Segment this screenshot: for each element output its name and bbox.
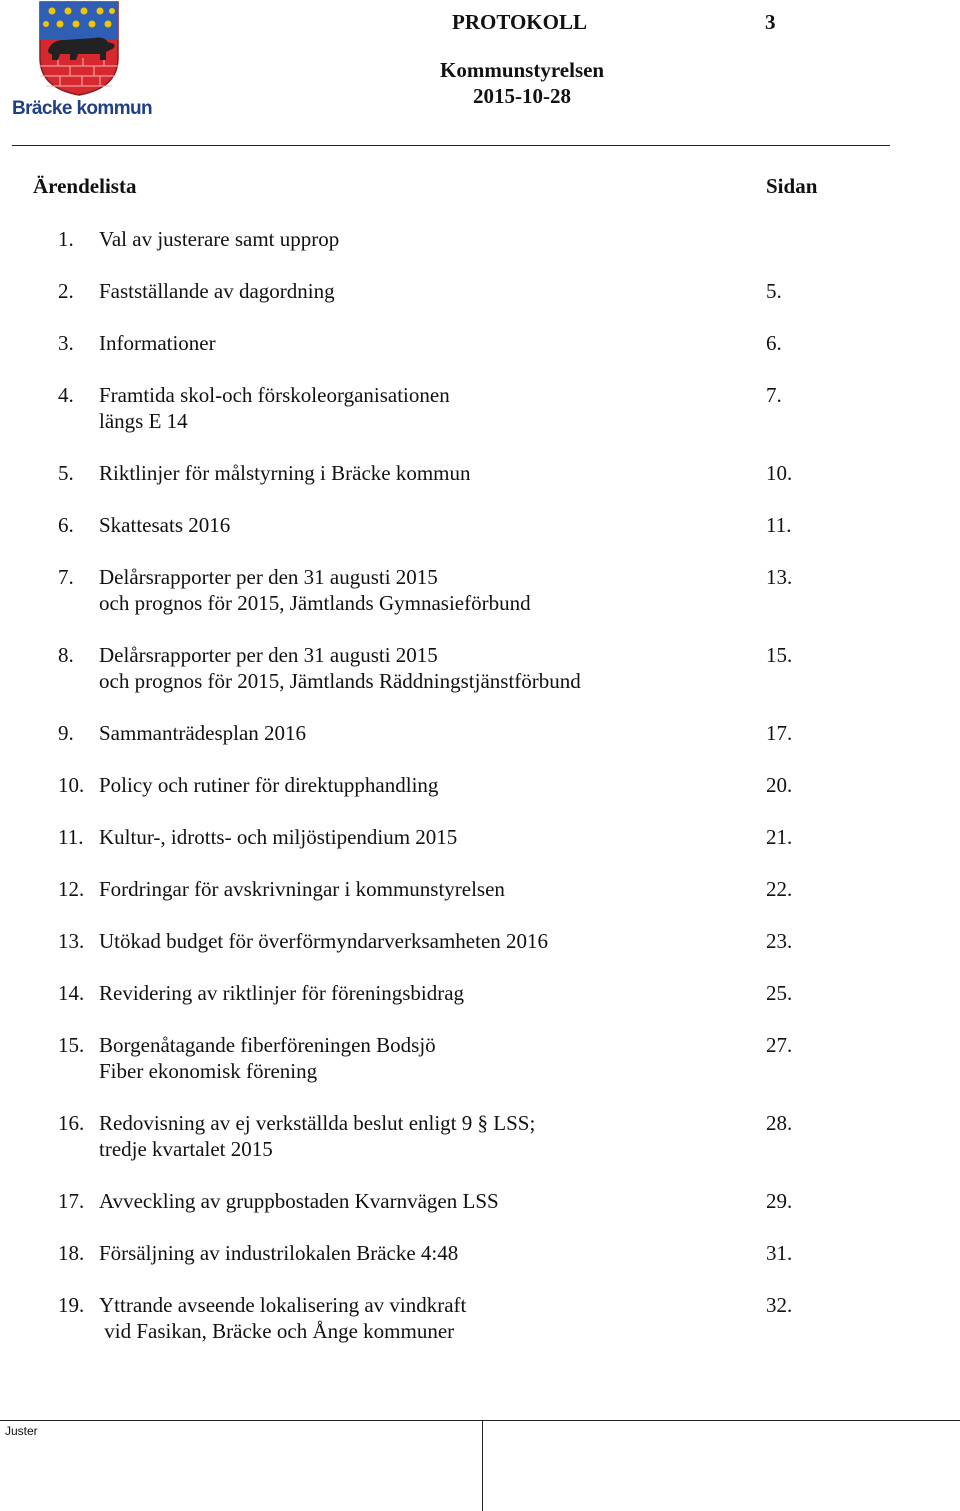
- agenda-item-page: 27.: [766, 1033, 793, 1057]
- agenda-item-number: 8.: [58, 643, 74, 667]
- agenda-item-page: 20.: [766, 773, 793, 797]
- agenda-item-title: Skattesats 2016: [99, 513, 231, 537]
- agenda-item-number: 11.: [58, 825, 84, 849]
- agenda-item-number: 1.: [58, 227, 74, 251]
- agenda-item-title: Redovisning av ej verkställda beslut enligt 9 § LSS; tredje kvartalet 2015: [99, 1111, 536, 1161]
- agenda-item-page: 28.: [766, 1111, 793, 1135]
- agenda-item-page: 21.: [766, 825, 793, 849]
- agenda-item-number: 12.: [58, 877, 85, 901]
- agenda-item-title: Sammanträdesplan 2016: [99, 721, 307, 745]
- agenda-heading: Ärendelista: [33, 174, 137, 198]
- agenda-item-number: 6.: [58, 513, 74, 537]
- agenda-item-title: Revidering av riktlinjer för föreningsbidrag: [99, 981, 465, 1005]
- agenda-item-number: 2.: [58, 279, 74, 303]
- agenda-item-title: Fastställande av dagordning: [99, 279, 335, 303]
- agenda-item-number: 19.: [58, 1293, 85, 1317]
- agenda-item-title: Delårsrapporter per den 31 augusti 2015 och prognos för 2015, Jämtlands Räddningstjänstförbund: [99, 643, 581, 693]
- agenda-item-title: Framtida skol-och förskoleorganisationen längs E 14: [99, 383, 450, 433]
- agenda-item-page: 7.: [766, 383, 782, 407]
- agenda-item-title: Informationer: [99, 331, 216, 355]
- agenda-item-title: Delårsrapporter per den 31 augusti 2015 och prognos för 2015, Jämtlands Gymnasieförbund: [99, 565, 531, 615]
- agenda-item-page: 25.: [766, 981, 793, 1005]
- agenda-item-title: Kultur-, idrotts- och miljöstipendium 2015: [99, 825, 458, 849]
- agenda-item-title: Fordringar för avskrivningar i kommunstyrelsen: [99, 877, 505, 901]
- agenda-item-number: 17.: [58, 1189, 85, 1213]
- committee-name: Kommunstyrelsen: [440, 58, 605, 82]
- agenda-item-number: 15.: [58, 1033, 85, 1057]
- agenda-item-page: 5.: [766, 279, 782, 303]
- agenda-item-page: 31.: [766, 1241, 793, 1265]
- agenda-item-number: 13.: [58, 929, 85, 953]
- agenda-item-page: 11.: [766, 513, 792, 537]
- agenda-item-number: 16.: [58, 1111, 85, 1135]
- footer-divider: [0, 1420, 960, 1421]
- agenda-item-title: Val av justerare samt upprop: [99, 227, 340, 251]
- agenda-item-number: 5.: [58, 461, 74, 485]
- agenda-item-number: 3.: [58, 331, 74, 355]
- agenda-item-title: Avveckling av gruppbostaden Kvarnvägen LSS: [99, 1189, 499, 1213]
- agenda-item-page: 13.: [766, 565, 793, 589]
- agenda-item-title: Försäljning av industrilokalen Bräcke 4:48: [99, 1241, 459, 1265]
- agenda-item-number: 9.: [58, 721, 74, 745]
- agenda-item-page: 15.: [766, 643, 793, 667]
- agenda-item-title: Policy och rutiner för direktupphandling: [99, 773, 439, 797]
- agenda-item-page: 6.: [766, 331, 782, 355]
- agenda-item-page: 23.: [766, 929, 793, 953]
- agenda-item-page: 10.: [766, 461, 793, 485]
- footer-column-divider: [482, 1420, 483, 1511]
- agenda-item-number: 7.: [58, 565, 74, 589]
- agenda-item-number: 4.: [58, 383, 74, 407]
- agenda-item-title: Borgenåtagande fiberföreningen Bodsjö Fiber ekonomisk förening: [99, 1033, 436, 1083]
- agenda-item-title: Utökad budget för överförmyndarverksamheten 2016: [99, 929, 549, 953]
- agenda-item-title: Riktlinjer för målstyrning i Bräcke kommun: [99, 461, 471, 485]
- agenda-item-number: 14.: [58, 981, 85, 1005]
- document-type: PROTOKOLL: [452, 10, 587, 34]
- footer-label: Juster: [5, 1424, 38, 1438]
- meeting-date: 2015-10-28: [473, 84, 571, 108]
- agenda-item-number: 18.: [58, 1241, 85, 1265]
- agenda-item-title: Yttrande avseende lokalisering av vindkraft vid Fasikan, Bräcke och Ånge kommuner: [99, 1293, 467, 1343]
- page-number: 3: [765, 10, 776, 34]
- agenda-item-number: 10.: [58, 773, 85, 797]
- agenda-item-page: 22.: [766, 877, 793, 901]
- agenda-item-page: 32.: [766, 1293, 793, 1317]
- agenda-item-page: 17.: [766, 721, 793, 745]
- logo-text: Bräcke kommun: [12, 98, 153, 119]
- page-column-heading: Sidan: [766, 174, 818, 198]
- agenda-item-page: 29.: [766, 1189, 793, 1213]
